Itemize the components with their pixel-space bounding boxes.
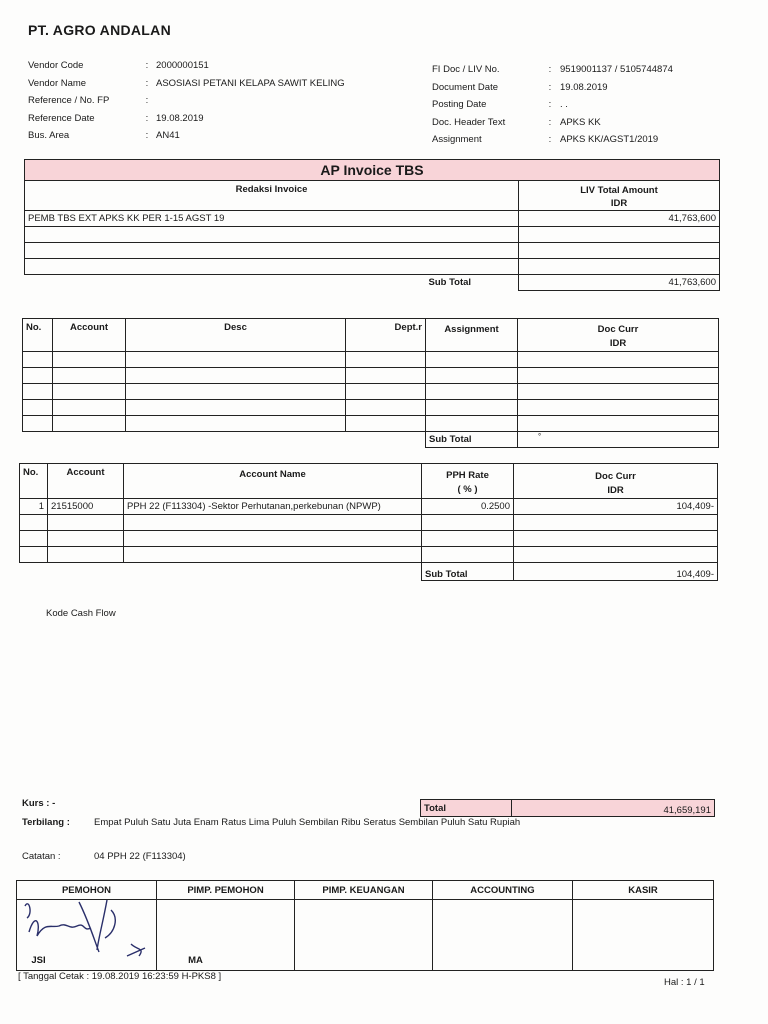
empty-cell — [126, 384, 346, 400]
bus-area-value: AN41 — [156, 130, 180, 141]
col-liv-currency-label: IDR — [610, 198, 628, 209]
sign-cell-accounting — [433, 900, 573, 971]
empty-cell — [20, 547, 48, 563]
table-row — [25, 275, 720, 291]
header-label: Bus. Area — [28, 130, 70, 141]
empty-cell — [53, 416, 126, 432]
col-dept: Dept.r — [346, 319, 426, 352]
empty-cell — [346, 416, 426, 432]
empty-cell — [422, 547, 514, 563]
vendor-name-value: ASOSIASI PETANI KELAPA SAWIT KELING — [156, 77, 345, 89]
colon: : — [548, 116, 552, 128]
empty-cell — [518, 400, 719, 416]
terbilang — [22, 817, 520, 828]
empty-cell — [518, 384, 719, 400]
empty-cell — [20, 563, 422, 581]
sign-header-pemohon: PEMOHON — [17, 881, 157, 900]
empty-cell — [422, 515, 514, 531]
col-doc-curr — [514, 464, 718, 499]
total-value: 41,659,191 — [512, 800, 715, 817]
colon: : — [145, 60, 149, 71]
empty-cell — [426, 384, 518, 400]
table-row — [20, 563, 718, 581]
col-doc-curr-currency: IDR — [609, 338, 627, 349]
empty-cell — [519, 227, 720, 243]
ap-sub-total-value: 41,763,600 — [519, 275, 720, 291]
table-row — [25, 227, 720, 243]
fi-doc-value: 9519001137 / 5105744874 — [560, 64, 673, 75]
empty-cell — [126, 368, 346, 384]
table-row — [23, 416, 719, 432]
col-desc: Desc — [126, 319, 346, 352]
empty-cell — [346, 352, 426, 368]
empty-cell — [519, 259, 720, 275]
catatan — [22, 851, 186, 862]
header-row-vendor-name — [28, 75, 345, 93]
table-row — [20, 499, 718, 515]
pph-sub-total-value: 104,409- — [514, 563, 718, 581]
empty-cell — [519, 243, 720, 259]
empty-cell — [514, 531, 718, 547]
table-row — [25, 211, 720, 227]
empty-cell — [346, 384, 426, 400]
col-pph-rate-label: PPH Rate — [446, 469, 489, 481]
header-row-posting-date — [432, 96, 673, 114]
invoice-amount: 41,763,600 — [519, 211, 720, 227]
sign-name-pemohon: JSI — [31, 955, 46, 966]
table-row — [25, 243, 720, 259]
empty-cell — [53, 368, 126, 384]
reference-date-value: 19.08.2019 — [156, 112, 204, 124]
empty-cell — [23, 352, 53, 368]
doc-header-text-value: APKS KK — [560, 116, 601, 128]
empty-cell — [23, 400, 53, 416]
empty-cell — [25, 227, 519, 243]
header-left — [28, 57, 345, 145]
col-account-name: Account Name — [124, 464, 422, 499]
header-label: Reference Date — [28, 112, 95, 124]
header-label: Assignment — [432, 134, 482, 145]
terbilang-label: Terbilang : — [22, 817, 70, 828]
col-liv-total-amount — [519, 181, 720, 211]
header-label: Document Date — [432, 81, 499, 93]
colon: : — [548, 134, 552, 145]
total-table — [420, 799, 715, 817]
colon: : — [548, 99, 552, 110]
empty-cell — [25, 259, 519, 275]
header-right — [432, 61, 673, 149]
pph-row-account: 21515000 — [48, 499, 124, 515]
col-doc-curr-currency: IDR — [607, 485, 624, 496]
empty-cell — [53, 384, 126, 400]
print-info: [ Tanggal Cetak : 19.08.2019 16:23:59 H-PKS8 ] — [18, 971, 222, 982]
colon: : — [548, 64, 552, 75]
table-row — [25, 259, 720, 275]
company-name: PT. AGRO ANDALAN — [28, 22, 171, 38]
empty-cell — [422, 531, 514, 547]
empty-cell — [346, 400, 426, 416]
handwritten-signature-icon — [19, 900, 149, 963]
col-pph-rate — [422, 464, 514, 499]
empty-cell — [124, 515, 422, 531]
header-label: Vendor Code — [28, 60, 84, 71]
header-row-reference-no — [28, 92, 345, 110]
table-row — [20, 547, 718, 563]
empty-cell — [23, 384, 53, 400]
sign-cell-pimp-keuangan — [295, 900, 433, 971]
total-label: Total — [421, 800, 512, 817]
col-redaksi-invoice: Redaksi Invoice — [25, 181, 519, 211]
sign-cell-kasir — [573, 900, 714, 971]
table-row — [20, 515, 718, 531]
table-row — [23, 432, 719, 448]
posting-date-value: . . — [560, 99, 568, 110]
empty-cell — [518, 352, 719, 368]
empty-cell — [126, 400, 346, 416]
ap-invoice-title: AP Invoice TBS — [25, 160, 720, 181]
pph-sub-total-label: Sub Total — [422, 563, 514, 581]
table-row — [23, 352, 719, 368]
header-row-bus-area — [28, 127, 345, 145]
empty-cell — [426, 352, 518, 368]
header-label: Posting Date — [432, 99, 487, 110]
invoice-desc: PEMB TBS EXT APKS KK PER 1-15 AGST 19 — [25, 211, 519, 227]
col-pph-rate-unit: ( % ) — [457, 483, 478, 495]
gl-detail-table — [22, 318, 719, 448]
sign-name-pimp-pemohon: MA — [188, 955, 203, 966]
colon: : — [145, 95, 149, 106]
sign-cell-pemohon — [17, 900, 157, 971]
terbilang-value: Empat Puluh Satu Juta Enam Ratus Lima Puluh Sembilan Ribu Seratus Sembilan Puluh Satu Rupiah — [94, 817, 521, 828]
empty-cell — [518, 368, 719, 384]
assignment-value: APKS KK/AGST1/2019 — [560, 134, 659, 145]
col-liv-total-amount-label: LIV Total Amount — [580, 185, 658, 196]
signature-table — [16, 880, 714, 971]
empty-cell — [23, 432, 426, 448]
col-assignment: Assignment — [426, 319, 518, 352]
empty-cell — [53, 352, 126, 368]
empty-cell — [20, 515, 48, 531]
kode-cash-flow-label: Kode Cash Flow — [46, 608, 116, 619]
sign-header-pimp-pemohon: PIMP. PEMOHON — [157, 881, 295, 900]
empty-cell — [23, 368, 53, 384]
header-row-document-date — [432, 79, 673, 97]
empty-cell — [126, 352, 346, 368]
header-row-reference-date — [28, 110, 345, 128]
empty-cell — [53, 400, 126, 416]
sign-cell-pimp-pemohon — [157, 900, 295, 971]
header-row-vendor-code — [28, 57, 345, 75]
empty-cell — [20, 531, 48, 547]
header-label: Vendor Name — [28, 77, 87, 89]
empty-cell — [48, 547, 124, 563]
gl-sub-total-label: Sub Total — [426, 432, 518, 448]
empty-cell — [346, 368, 426, 384]
colon: : — [145, 130, 149, 141]
document-date-value: 19.08.2019 — [560, 81, 608, 93]
gl-sub-total-value: ° — [518, 432, 719, 448]
pph-table — [19, 463, 718, 581]
empty-cell — [124, 531, 422, 547]
empty-cell — [426, 416, 518, 432]
table-row — [23, 384, 719, 400]
empty-cell — [25, 243, 519, 259]
vendor-code-value: 2000000151 — [156, 60, 209, 71]
empty-cell — [426, 400, 518, 416]
colon: : — [145, 77, 149, 89]
col-no: No. — [23, 319, 53, 352]
header-label: FI Doc / LIV No. — [432, 64, 500, 75]
pph-row-account-name: PPH 22 (F113304) -Sektor Perhutanan,perkebunan (NPWP) — [124, 499, 422, 515]
col-doc-curr — [518, 319, 719, 352]
empty-cell — [518, 416, 719, 432]
col-doc-curr-label: Doc Curr — [595, 471, 636, 482]
empty-cell — [23, 416, 53, 432]
catatan-value: 04 PPH 22 (F113304) — [94, 851, 186, 862]
pph-row-rate: 0.2500 — [422, 499, 514, 515]
sign-header-kasir: KASIR — [573, 881, 714, 900]
col-no: No. — [20, 464, 48, 499]
ap-invoice-table — [24, 159, 720, 291]
empty-cell — [124, 547, 422, 563]
kurs-label: Kurs : - — [22, 798, 56, 809]
header-row-assignment — [432, 131, 673, 149]
ap-sub-total-label: Sub Total — [25, 275, 519, 291]
empty-cell — [514, 547, 718, 563]
empty-cell — [48, 515, 124, 531]
pph-row-no: 1 — [20, 499, 48, 515]
table-row — [23, 368, 719, 384]
pph-row-amount: 104,409- — [514, 499, 718, 515]
col-doc-curr-label: Doc Curr — [597, 324, 639, 335]
header-row-fi-doc — [432, 61, 673, 79]
page-info: Hal : 1 / 1 — [664, 977, 705, 988]
header-row-doc-header-text — [432, 114, 673, 132]
empty-cell — [48, 531, 124, 547]
table-row — [23, 400, 719, 416]
catatan-label: Catatan : — [22, 851, 61, 862]
col-account: Account — [53, 319, 126, 352]
colon: : — [145, 112, 149, 124]
colon: : — [548, 81, 552, 93]
sign-header-accounting: ACCOUNTING — [433, 881, 573, 900]
sign-header-pimp-keuangan: PIMP. KEUANGAN — [295, 881, 433, 900]
header-label: Doc. Header Text — [432, 116, 506, 128]
header-label: Reference / No. FP — [28, 95, 110, 106]
table-row — [20, 531, 718, 547]
empty-cell — [514, 515, 718, 531]
col-account: Account — [48, 464, 124, 499]
empty-cell — [426, 368, 518, 384]
empty-cell — [126, 416, 346, 432]
